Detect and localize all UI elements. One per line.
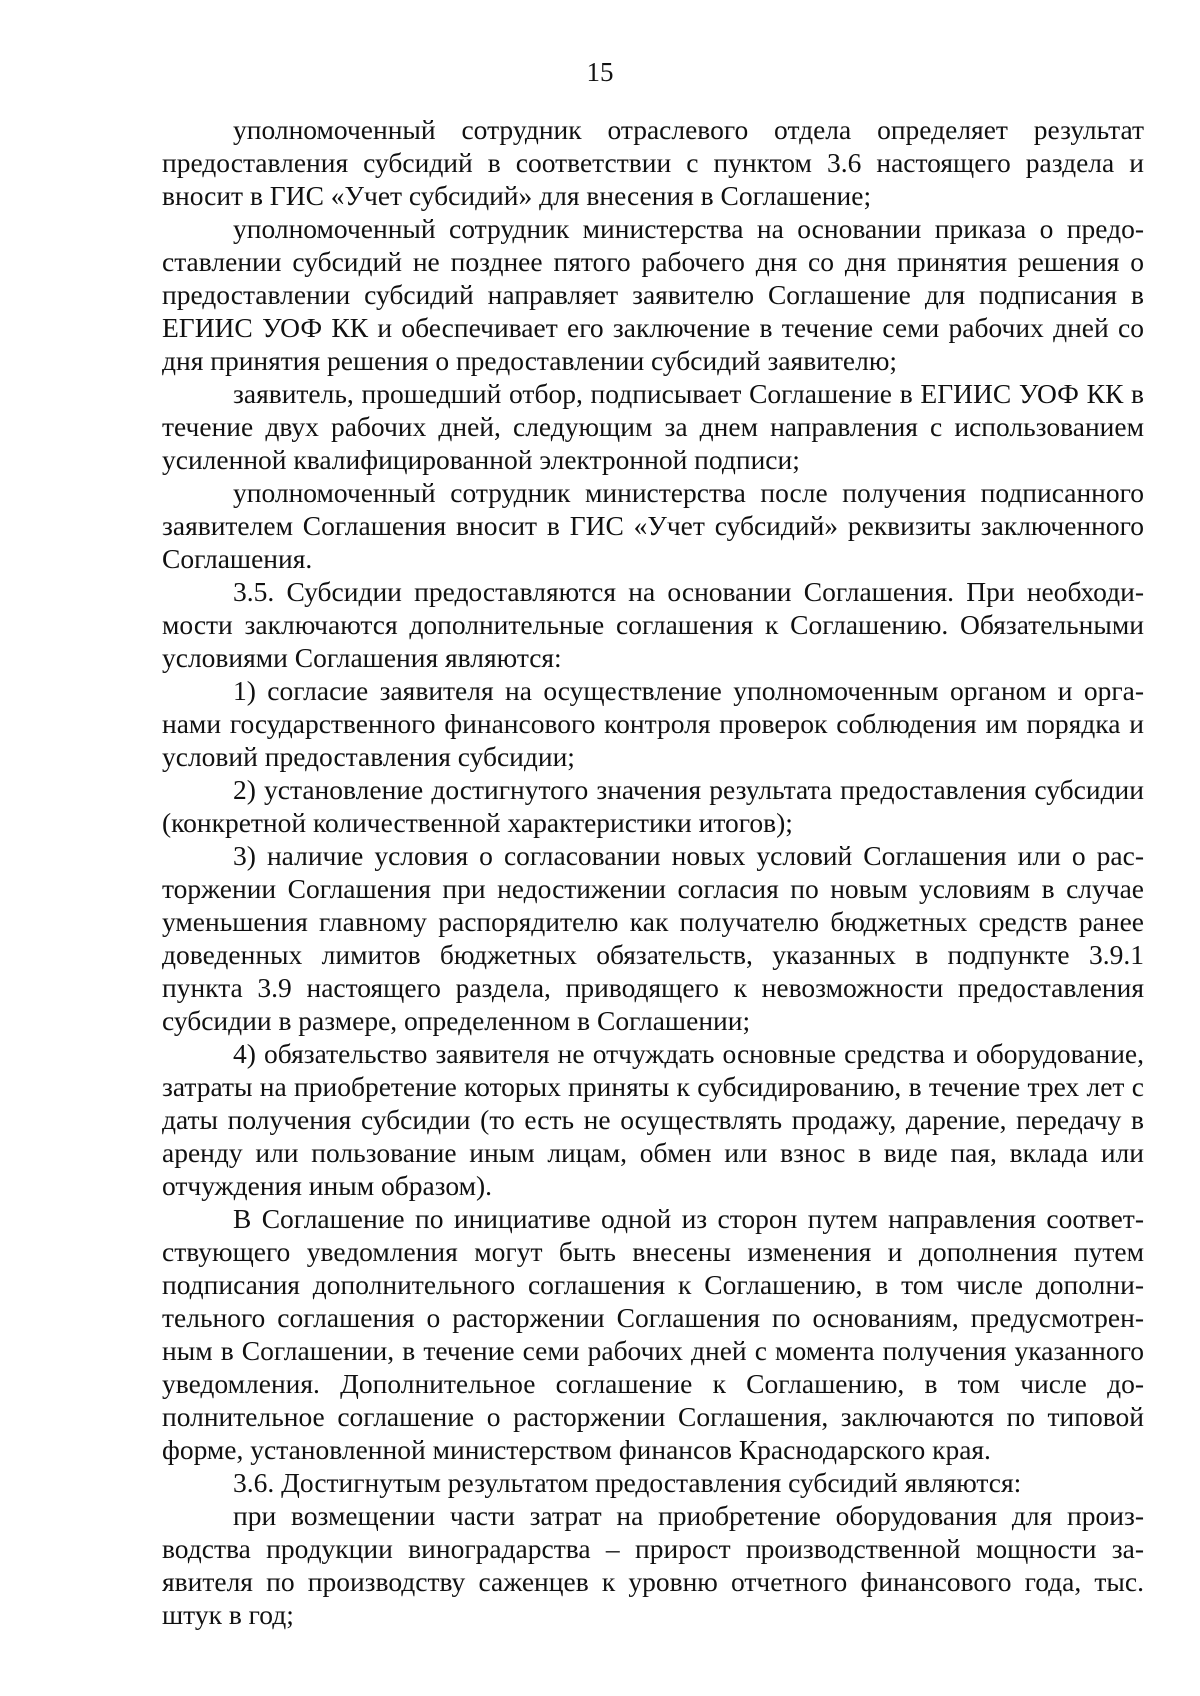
paragraph-section-3-6: 3.6. Достигнутым результатом предоставления субсидий являются: [233,1467,1022,1498]
paragraph-equipment-result: при возмещении части затрат на приобретение оборудования для производства продукции виноградарства – прирост производственной мощности заявителя по производству саженцев к уровню отчетного финансового года, тыс. штук в год; [162,1500,1144,1630]
list-item-condition-2: 2) установление достигнутого значения результата предоставления субсидии (конкретной количественной характеристики итогов); [162,774,1144,838]
paragraph-result-determination: уполномоченный сотрудник отраслевого отдела определяет результат предоставления субсидий в соответствии с пунктом 3.6 настоящего раздела и вносит в ГИС «Учет субсидий» для внесения в Соглашение; [162,114,1144,211]
paragraph-agreement-amendments: В Соглашение по инициативе одной из сторон путем направления соответствующего уведомления могут быть внесены изменения и дополнения путем подписания дополнительного соглашения к Соглашению, в том числе дополнительного соглашения о расторжении Соглашения по основаниям, предусмотренным в Соглашении, в течение семи рабочих дней с момента получения указанного уведомления. Дополнительное соглашение к Соглашению, в том числе дополнительное соглашение о расторжении Соглашения, заключаются по типовой форме, установленной министерством финансов Краснодарского края. [162,1203,1144,1465]
list-item-condition-4: 4) обязательство заявителя не отчуждать основные средства и оборудование, затраты на приобретение которых приняты к субсидированию, в течение трех лет с даты получения субсидии (то есть не осуществлять продажу, дарение, передачу в аренду или пользование иным лицам, обмен или взнос в виде пая, вклада или отчуждения иным образом). [162,1038,1144,1201]
page-number: 15 [586,57,614,87]
document-body [162,113,1144,1631]
list-item-condition-1: 1) согласие заявителя на осуществление уполномоченным органом и органами государственного финансового контроля проверок соблюдения им порядка и условий предоставления субсидии; [162,675,1144,772]
paragraph-section-3-5: 3.5. Субсидии предоставляются на основании Соглашения. При необходимости заключаются дополнительные соглашения к Соглашению. Обязательными условиями Соглашения являются: [162,576,1144,673]
list-item-condition-3: 3) наличие условия о согласовании новых условий Соглашения или о расторжении Соглашения при недостижении согласия по новым условиям в случае уменьшения главному распорядителю как получателю бюджетных средств ранее доведенных лимитов бюджетных обязательств, указанных в подпункте 3.9.1 пункта 3.9 настоящего раздела, приводящего к невозможности предоставления субсидии в размере, определенном в Соглашении; [162,840,1144,1036]
paragraph-agreement-sending: уполномоченный сотрудник министерства на основании приказа о предоставлении субсидий не позднее пятого рабочего дня со дня принятия решения о предоставлении субсидий направляет заявителю Соглашение для подписания в ЕГИИС УОФ КК и обеспечивает его заключение в течение семи рабочих дней со дня принятия решения о предоставлении субсидий заявителю; [162,213,1144,376]
paragraph-applicant-signing: заявитель, прошедший отбор, подписывает Соглашение в ЕГИИС УОФ КК в течение двух рабочих дней, следующим за днем направления с использованием усиленной квалифицированной электронной подписи; [162,378,1144,475]
paragraph-agreement-details: уполномоченный сотрудник министерства после получения подписанного заявителем Соглашения вносит в ГИС «Учет субсидий» реквизиты заключенного Соглашения. [162,477,1144,574]
